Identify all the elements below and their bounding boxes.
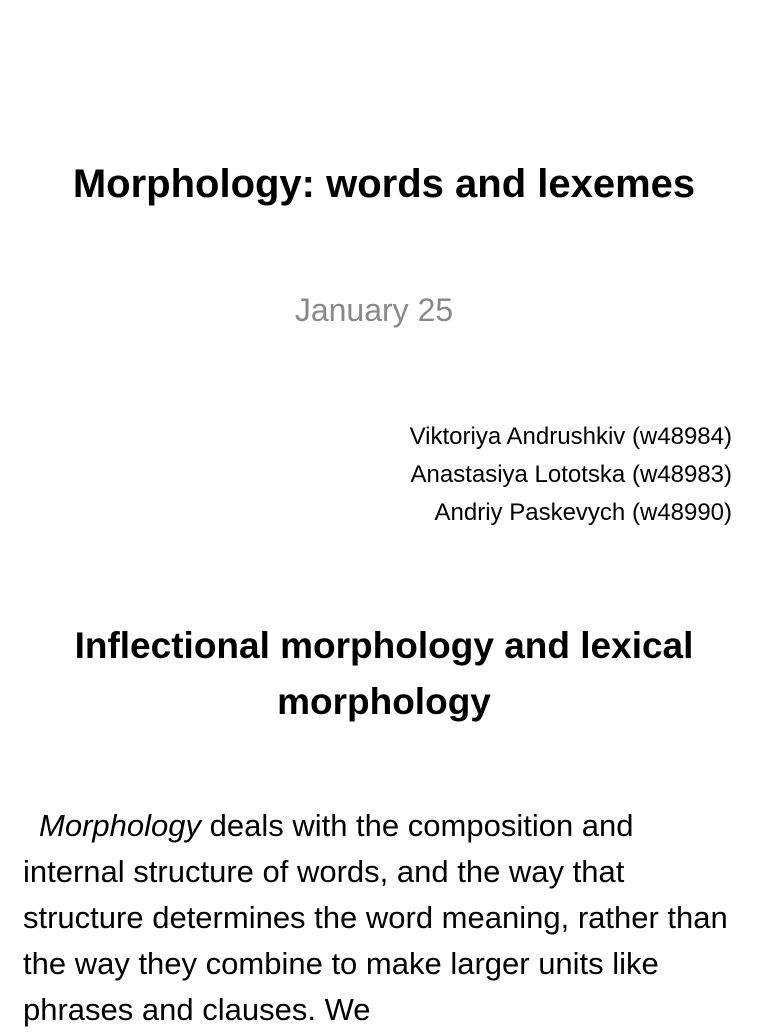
emphasis-term: Morphology [39, 808, 201, 843]
author-name: Anastasiya Lototska (w48983) [410, 461, 732, 488]
author-name: Andriy Paskevych (w48990) [434, 499, 732, 526]
slide-date: January 25 [294, 292, 454, 328]
paragraph-text: deals with the composition and internal structure of words, and the way that structure determines the word meaning, rather than the way they combine to make larger units like phrases and clauses. We [23, 808, 728, 1027]
author-name: Viktoriya Andrushkiv (w48984) [409, 423, 732, 450]
section-heading: Inflectional morphology and lexical morphology [74, 625, 694, 722]
slide-title: Morphology: words and lexemes [72, 162, 696, 206]
body-paragraph [23, 803, 743, 1033]
content-slide [0, 600, 768, 1027]
author-list [410, 418, 732, 532]
